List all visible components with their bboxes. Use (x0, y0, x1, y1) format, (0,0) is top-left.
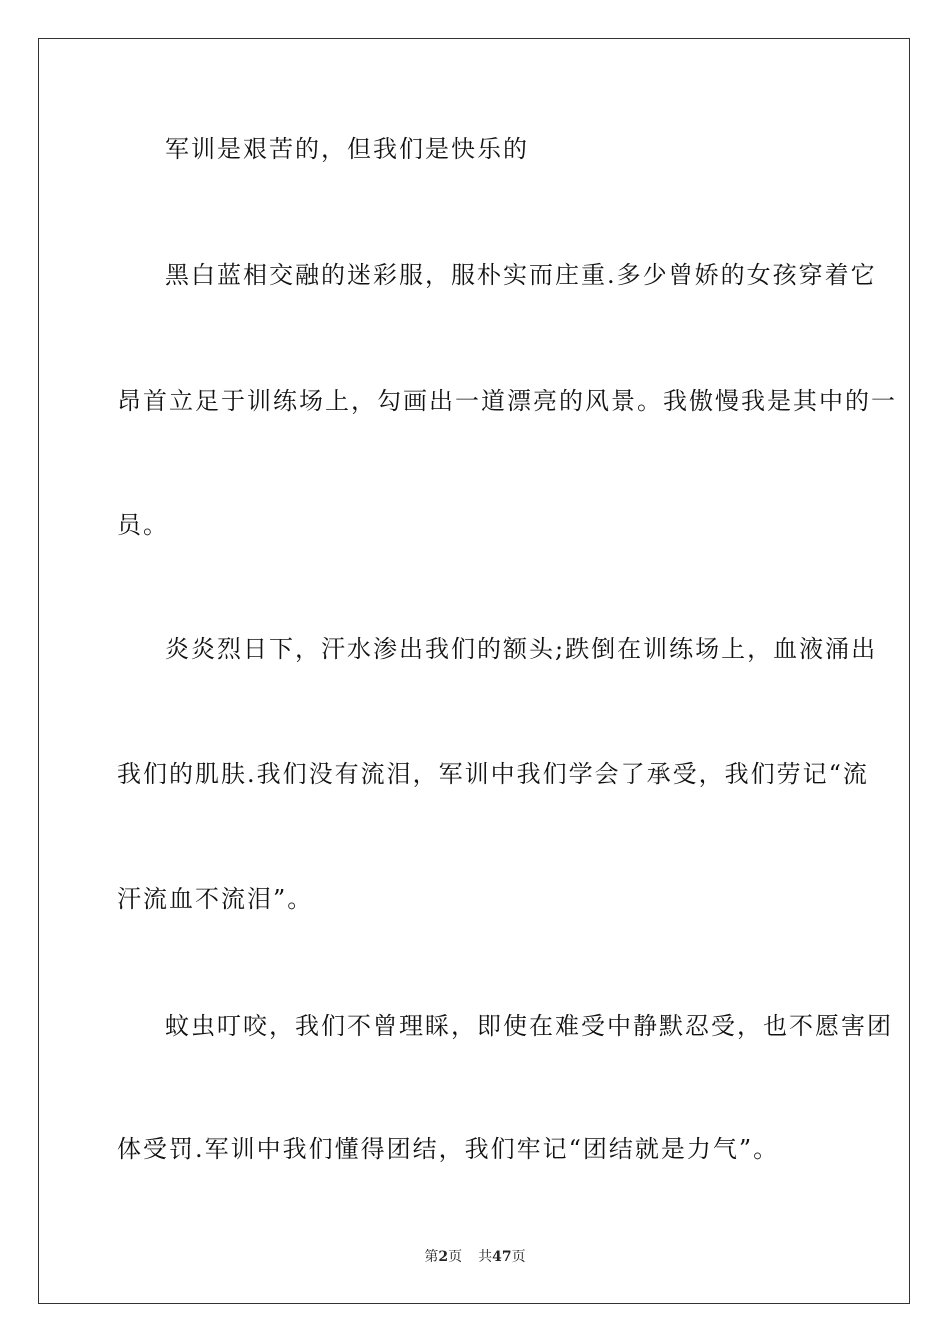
footer-page-number: 2 (438, 1249, 449, 1265)
paragraph-2-line-2: 昂首立足于训练场上，勾画出一道漂亮的风景。我傲慢我是其中的一 (117, 387, 897, 415)
footer-total-pages: 47 (492, 1249, 512, 1265)
footer-total-suffix: 页 (511, 1249, 526, 1265)
paragraph-2-line-3: 员。 (117, 511, 169, 539)
page-border (38, 38, 910, 1304)
paragraph-1-line-1: 军训是艰苦的，但我们是快乐的 (165, 135, 529, 163)
paragraph-4-line-2: 体受罚.军训中我们懂得团结，我们牢记“团结就是力气”。 (117, 1135, 780, 1163)
footer-page-prefix: 第 (424, 1249, 439, 1265)
paragraph-3-line-3: 汗流血不流泪”。 (117, 885, 314, 913)
paragraph-3-line-1: 炎炎烈日下，汗水渗出我们的额头;跌倒在训练场上，血液涌出 (165, 635, 878, 663)
paragraph-3-line-2: 我们的肌肤.我们没有流泪，军训中我们学会了承受，我们劳记“流 (117, 760, 869, 788)
footer-page-suffix: 页 (448, 1249, 463, 1265)
page-footer (0, 1246, 950, 1266)
paragraph-4-line-1: 蚊虫叮咬，我们不曾理睬，即使在难受中静默忍受，也不愿害团 (165, 1012, 893, 1040)
paragraph-2-line-1: 黑白蓝相交融的迷彩服，服朴实而庄重.多少曾娇的女孩穿着它 (165, 261, 877, 289)
footer-total-prefix: 共 (478, 1249, 493, 1265)
